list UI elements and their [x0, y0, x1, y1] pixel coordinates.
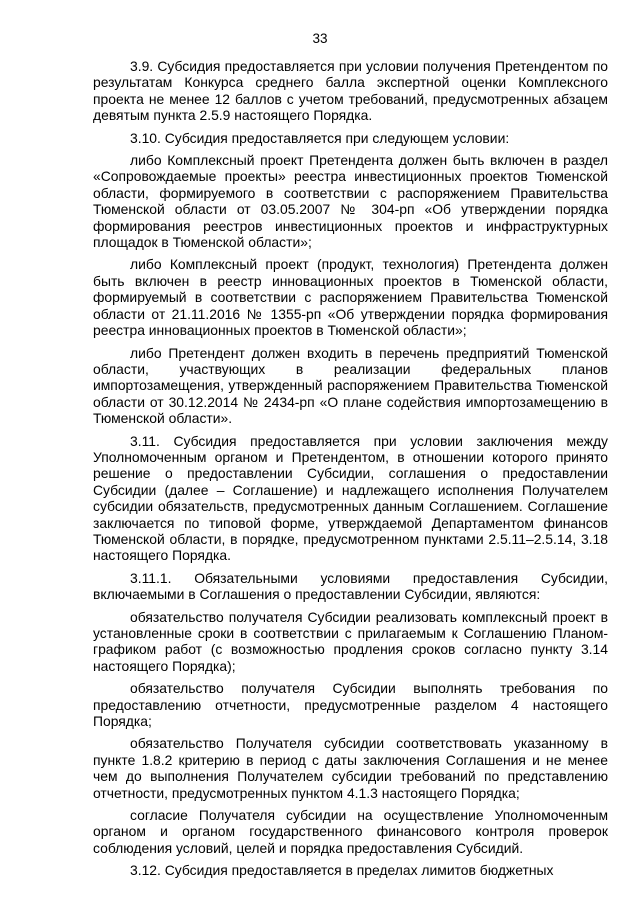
paragraph-3-11: 3.11. Субсидия предоставляется при условии заключения между Уполномоченным органом и Претендентом, в отношении которого принято решение о предоставлении Субсидии, соглашения о предоставлении Субсидии (далее – Соглашение) и надлежащего исполнения Получателем субсидии обязательств, предусмотренных данным Соглашением. Соглашение заключается по типовой форме, утверждаемой Департаментом финансов Тюменской области, в порядке, предусмотренном пунктами 2.5.11–2.5.14, 3.18 настоящего Порядка. [93, 432, 608, 564]
paragraph-3-11-1: 3.11.1. Обязательными условиями предоставления Субсидии, включаемыми в Соглашения о предоставлении Субсидии, являются: [93, 569, 608, 603]
paragraph-obligation-criterion: обязательство Получателя субсидии соответствовать указанному в пункте 1.8.2 критерию в период с даты заключения Соглашения и не менее чем до выполнения Получателем субсидии требований по представлению отчетности, предусмотренных пунктом 4.1.3 настоящего Порядка; [93, 735, 608, 801]
paragraph-condition-innovation-registry: либо Комплексный проект (продукт, технология) Претендента должен быть включен в реестр инновационных проектов в Тюменской области, формируемый в соответствии с распоряжением Правительства Тюменской области от 21.11.2016 № 1355-рп «Об утверждении порядка формирования реестра инновационных проектов в Тюменской области»; [93, 256, 608, 339]
paragraph-condition-import-substitution: либо Претендент должен входить в перечень предприятий Тюменской области, участвующих в реализации федеральных планов импортозамещения, утвержденный распоряжением Правительства Тюменской области от 30.12.2014 № 2434-рп «О плане содействия импортозамещению в Тюменской области». [93, 344, 608, 427]
paragraph-condition-investment-registry: либо Комплексный проект Претендента должен быть включен в раздел «Сопровождаемые проекты» реестра инвестиционных проектов Тюменской области, формируемого в соответствии с распоряжением Правительства Тюменской области от 03.05.2007 № 304-рп «Об утверждении порядка формирования реестров инвестиционных проектов и инфраструктурных площадок в Тюменской области»; [93, 152, 608, 251]
paragraph-obligation-implement-project: обязательство получателя Субсидии реализовать комплексный проект в установленные сроки в соответствии с прилагаемым к Соглашению Планом-графиком работ (с возможностью продления сроков согласно пункту 3.14 настоящего Порядка); [93, 608, 608, 674]
paragraph-obligation-reporting: обязательство получателя Субсидии выполнять требования по предоставлению отчетности, предусмотренные разделом 4 настоящего Порядка; [93, 680, 608, 730]
paragraph-3-9: 3.9. Субсидия предоставляется при условии получения Претендентом по результатам Конкурса среднего балла экспертной оценки Комплексного проекта не менее 12 баллов с учетом требований, предусмотренных абзацем девятым пункта 2.5.9 настоящего Порядка. [93, 58, 608, 124]
paragraph-3-12: 3.12. Субсидия предоставляется в пределах лимитов бюджетных [130, 862, 554, 879]
page-number: 33 [312, 31, 328, 46]
paragraph-consent-inspections: согласие Получателя субсидии на осуществление Уполномоченным органом и органом государственного финансового контроля проверок соблюдения условий, целей и порядка предоставления Субсидий. [93, 807, 608, 856]
document-body [93, 58, 608, 885]
paragraph-3-10: 3.10. Субсидия предоставляется при следующем условии: [130, 129, 510, 146]
